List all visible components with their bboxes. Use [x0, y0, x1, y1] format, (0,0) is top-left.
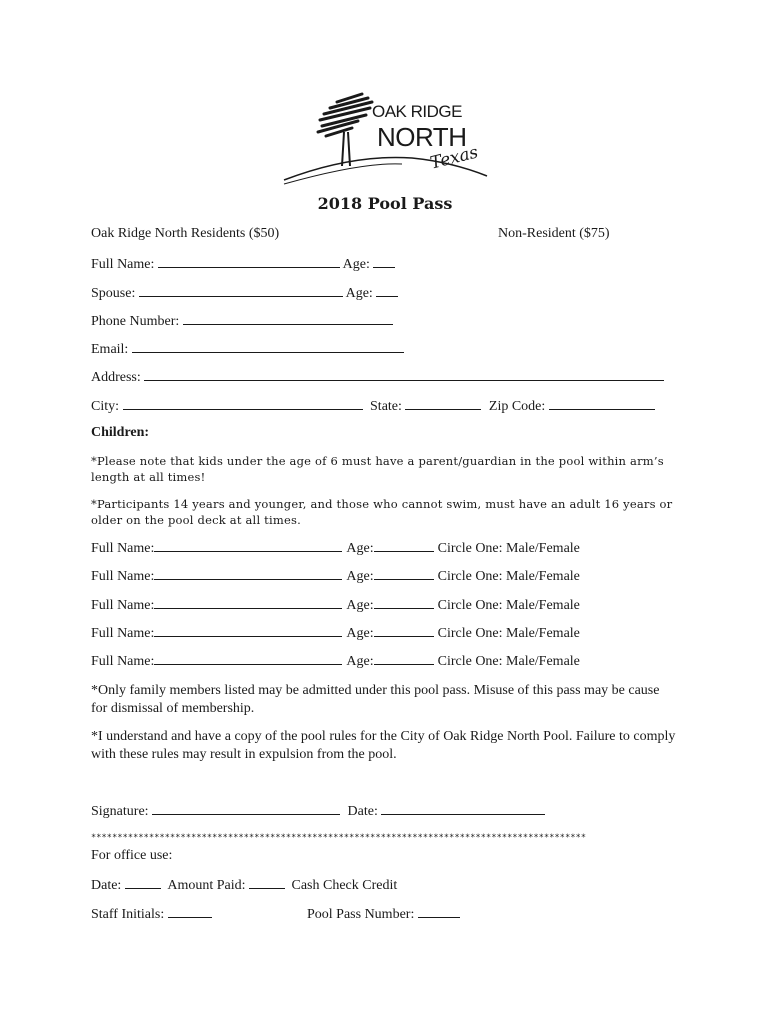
child-gender-label: Circle One: Male/Female [437, 598, 580, 613]
office-payment-row [91, 876, 397, 894]
phone-row [91, 312, 393, 330]
city-logo [282, 88, 492, 188]
amount-paid-field[interactable] [249, 876, 285, 889]
child-name-field[interactable] [154, 567, 342, 580]
nonresident-fee-label: Non-Resident ($75) [498, 226, 610, 241]
child-row [91, 567, 580, 585]
address-label: Address: [91, 370, 141, 385]
child-age-field[interactable] [374, 624, 434, 637]
child-gender-label: Circle One: Male/Female [437, 626, 580, 641]
payment-methods: Cash Check Credit [291, 878, 398, 893]
age-field[interactable] [373, 255, 395, 268]
child-gender-label: Circle One: Male/Female [437, 541, 580, 556]
full-name-row [91, 255, 395, 273]
spouse-age-field[interactable] [376, 284, 398, 297]
child-age-field[interactable] [374, 596, 434, 609]
state-field[interactable] [405, 397, 481, 410]
spouse-row [91, 284, 398, 302]
child-row [91, 596, 580, 614]
age-label: Age: [342, 257, 370, 272]
child-name-field[interactable] [154, 539, 342, 552]
pass-number-row [307, 905, 460, 923]
spouse-field[interactable] [139, 284, 343, 297]
child-gender-label: Circle One: Male/Female [437, 654, 580, 669]
separator-line: ********************************************************************************************** [91, 833, 587, 843]
office-date-field[interactable] [125, 876, 161, 889]
state-label: State: [370, 399, 402, 414]
child-name-field[interactable] [154, 652, 342, 665]
phone-field[interactable] [183, 312, 393, 325]
child-name-label: Full Name: [91, 569, 155, 584]
policy-family-members: *Only family members listed may be admitted under this pool pass. Misuse of this pass may be cause for dismissal of membership. [91, 683, 660, 716]
child-age-field[interactable] [374, 652, 434, 665]
email-row [91, 340, 404, 358]
child-row [91, 652, 580, 670]
child-name-field[interactable] [154, 624, 342, 637]
city-field[interactable] [123, 397, 363, 410]
child-row [91, 624, 580, 642]
zip-label: Zip Code: [488, 399, 546, 414]
child-age-label: Age: [346, 598, 374, 613]
zip-field[interactable] [549, 397, 655, 410]
residents-fee-label: Oak Ridge North Residents ($50) [91, 226, 280, 241]
note-fourteen-and-under: *Participants 14 years and younger, and those who cannot swim, must have an adult 16 years or older on the pool deck at all times. [91, 497, 673, 527]
signature-row [91, 802, 545, 820]
child-name-field[interactable] [154, 596, 342, 609]
spouse-label: Spouse: [91, 286, 136, 301]
staff-initials-field[interactable] [168, 905, 212, 918]
policy-pool-rules: *I understand and have a copy of the pool rules for the City of Oak Ridge North Pool. Failure to comply with these rules may result in expulsion from the pool. [91, 729, 676, 762]
amount-paid-label: Amount Paid: [167, 878, 246, 893]
office-date-label: Date: [91, 878, 122, 893]
staff-initials-row [91, 905, 212, 923]
office-use-heading: For office use: [91, 848, 173, 863]
logo-line2: NORTH [377, 122, 467, 152]
staff-initials-label: Staff Initials: [91, 907, 165, 922]
child-age-label: Age: [346, 569, 374, 584]
child-gender-label: Circle One: Male/Female [437, 569, 580, 584]
pass-number-label: Pool Pass Number: [307, 907, 415, 922]
signature-field[interactable] [152, 802, 340, 815]
spouse-age-label: Age: [345, 286, 373, 301]
child-age-label: Age: [346, 626, 374, 641]
child-name-label: Full Name: [91, 654, 155, 669]
city-label: City: [91, 399, 120, 414]
child-name-label: Full Name: [91, 598, 155, 613]
email-label: Email: [91, 342, 129, 357]
signature-date-field[interactable] [381, 802, 545, 815]
city-row [91, 397, 655, 415]
full-name-label: Full Name: [91, 257, 155, 272]
signature-label: Signature: [91, 804, 149, 819]
address-row [91, 368, 664, 386]
logo-line1: OAK RIDGE [372, 102, 462, 121]
email-field[interactable] [132, 340, 404, 353]
children-heading: Children: [91, 425, 150, 440]
page-title: 2018 Pool Pass [317, 194, 453, 213]
logo-line3: Texas [428, 142, 481, 174]
child-row [91, 539, 580, 557]
address-field[interactable] [144, 368, 664, 381]
full-name-field[interactable] [158, 255, 340, 268]
child-name-label: Full Name: [91, 626, 155, 641]
note-under-six: *Please note that kids under the age of 6 must have a parent/guardian in the pool within arm’s length at all times! [91, 454, 664, 484]
child-age-label: Age: [346, 541, 374, 556]
child-age-field[interactable] [374, 539, 434, 552]
child-age-label: Age: [346, 654, 374, 669]
pass-number-field[interactable] [418, 905, 460, 918]
child-age-field[interactable] [374, 567, 434, 580]
signature-date-label: Date: [347, 804, 378, 819]
child-name-label: Full Name: [91, 541, 155, 556]
phone-label: Phone Number: [91, 314, 180, 329]
